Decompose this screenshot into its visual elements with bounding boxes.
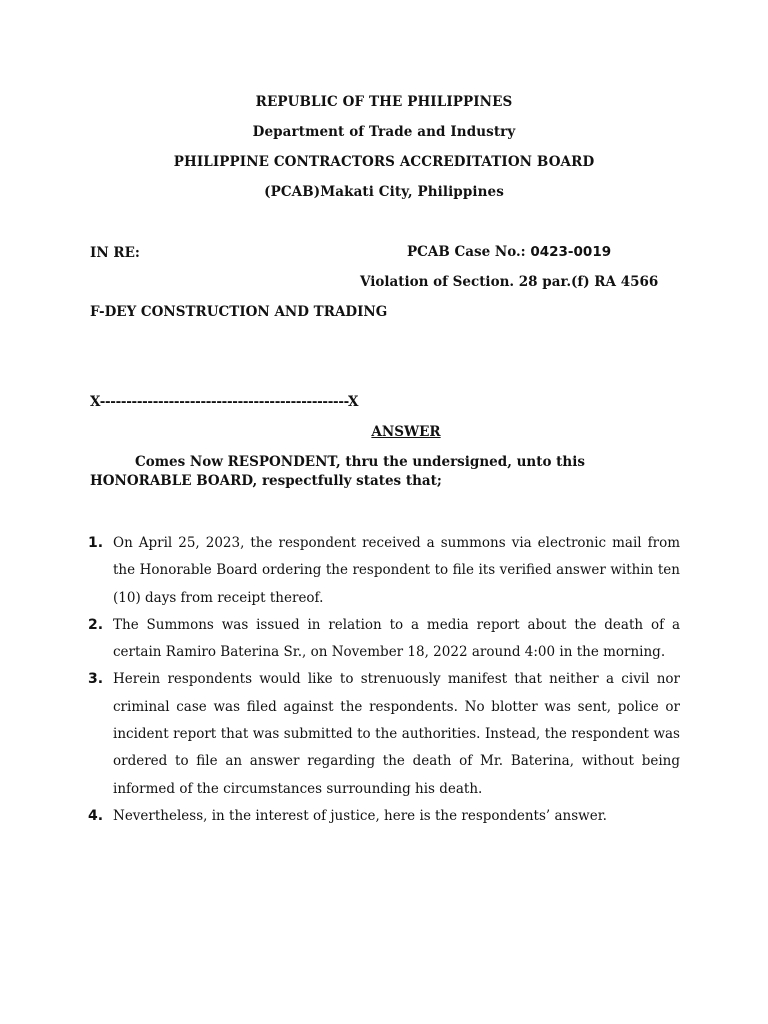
header-location: (PCAB)Makati City, Philippines [264,184,504,200]
list-item-number: 4. [88,807,104,824]
case-number-line [407,244,611,260]
intro-line-1: Comes Now RESPONDENT, thru the undersigned, unto this [135,454,585,470]
list-item-text: Herein respondents would like to strenuously manifest that neither a civil nor criminal case was filed against the respondents. No blotter was sent, police or incident report that was submitted to the authorities. Instead, the respondent was ordered to file an answer regarding the death of Mr. Baterina, without being informed of the circumstances surrounding his death. [113,671,680,797]
intro-paragraph [90,453,690,491]
list-item-text: Nevertheless, in the interest of justice, here is the respondents’ answer. [113,807,607,824]
list-item [88,612,680,667]
case-number-label: PCAB Case No.: [407,244,531,260]
answer-title: ANSWER [371,424,441,440]
list-item-number: 3. [88,671,104,688]
list-item-text: On April 25, 2023, the respondent received a summons via electronic mail from the Honorable Board ordering the respondent to file its verified answer within ten (10) days from receipt thereof. [113,535,680,606]
numbered-list [88,530,680,830]
respondent-name: F-DEY CONSTRUCTION AND TRADING [90,304,388,320]
list-item [88,666,680,802]
intro-line-2: HONORABLE BOARD, respectfully states that; [90,473,442,489]
in-re-label: IN RE: [90,245,140,261]
header-republic: REPUBLIC OF THE PHILIPPINES [255,94,513,110]
list-item-text: The Summons was issued in relation to a media report about the death of a certain Ramiro Baterina Sr., on November 18, 2022 around 4:00 in the morning. [113,616,680,661]
list-item [88,803,680,830]
header-department: Department of Trade and Industry [252,124,516,140]
violation-line: Violation of Section. 28 par.(f) RA 4566 [360,274,659,290]
list-item-number: 2. [88,616,104,633]
caption-separator: X-----------------------------------------------X [90,394,359,410]
case-number-value: 0423-0019 [530,244,612,260]
header-board: PHILIPPINE CONTRACTORS ACCREDITATION BOARD [173,154,595,170]
list-item [88,530,680,612]
list-item-number: 1. [88,535,104,551]
